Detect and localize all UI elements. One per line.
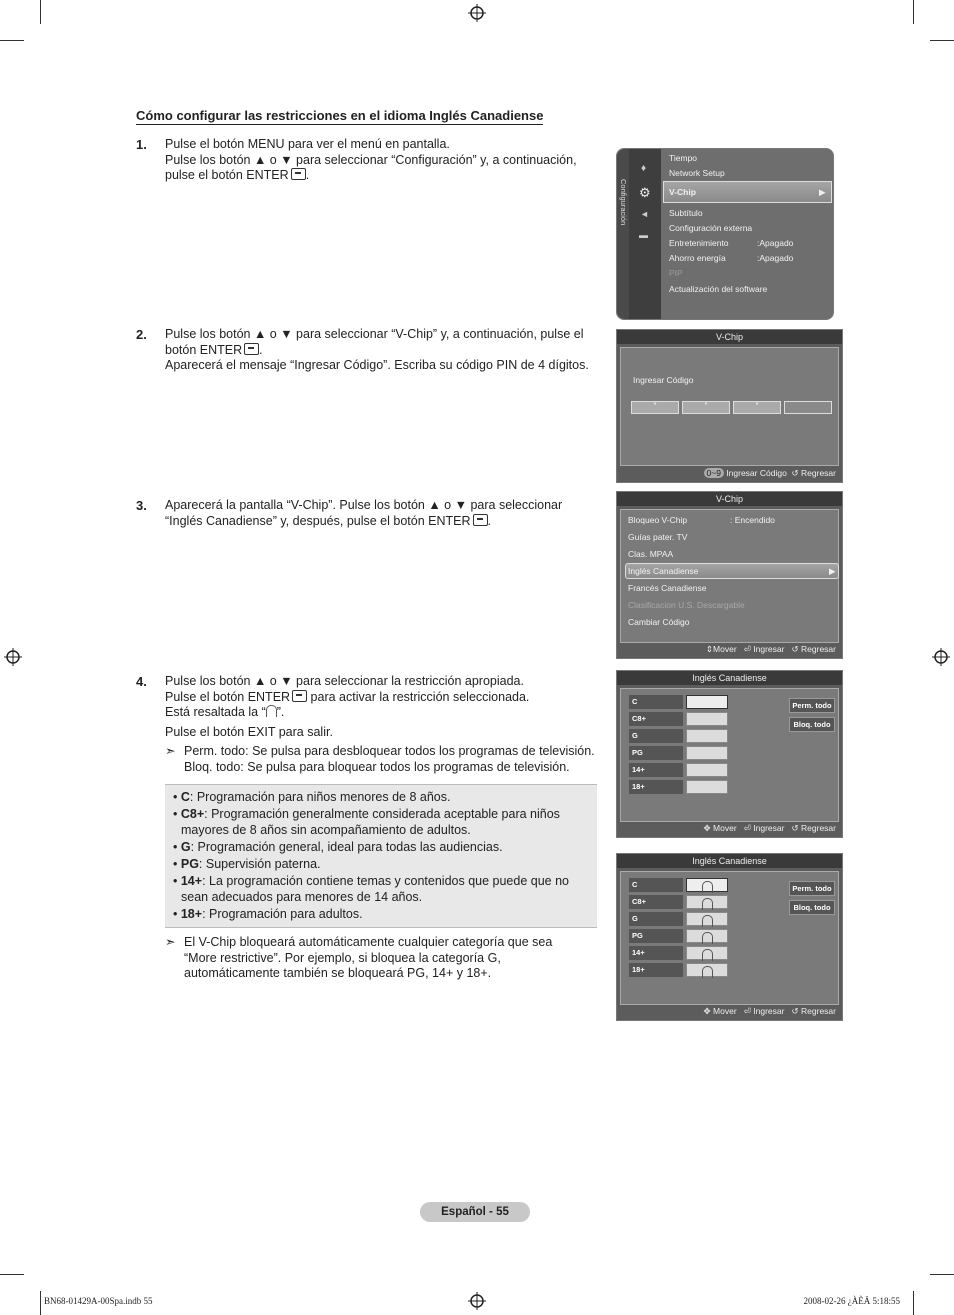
step-line: Pulse los botón ▲ o ▼ para seleccionar “Configuración” y, a continuación, <box>165 152 577 167</box>
print-footer-right: 2008-02-26 ¿ÀÈÄ 5:18:55 <box>803 1296 900 1306</box>
rating-category[interactable]: 18+ <box>629 780 683 794</box>
menu-item[interactable]: Clas. MPAA <box>628 549 674 559</box>
step-line: Está resaltada la “ <box>165 705 266 719</box>
rating-desc: : Programación general, ideal para todas las audiencias. <box>190 840 503 854</box>
rating-category[interactable]: C <box>629 878 683 892</box>
step-line: Pulse los botón ▲ o ▼ para seleccionar “V-Chip” y, a continuación, pulse el <box>165 327 584 341</box>
rating-category[interactable]: PG <box>629 746 683 760</box>
rating-lock-box[interactable] <box>686 763 728 777</box>
screen-footer <box>704 1006 836 1017</box>
step-line: Aparecerá el mensaje “Ingresar Código”. Escriba su código PIN de 4 dígitos. <box>165 358 589 372</box>
pin-digit-box[interactable]: * <box>733 401 781 414</box>
lock-icon <box>702 949 713 961</box>
rating-category[interactable]: 14+ <box>629 763 683 777</box>
enter-icon <box>473 514 488 526</box>
step-line: Bloq. todo: Se pulsa para bloquear todos los programas de televisión. <box>184 759 570 774</box>
screen-title: V-Chip <box>617 492 842 506</box>
arrow-right-icon: ▶ <box>819 187 826 197</box>
menu-item-disabled: Clasificacion U.S. Descargable <box>628 600 745 610</box>
menu-item[interactable]: Guías pater. TV <box>628 532 688 542</box>
arrow-right-icon: ▶ <box>829 566 836 576</box>
screen-panel <box>620 871 839 1005</box>
return-icon: ↺ <box>791 468 799 478</box>
screen-footer <box>704 468 836 479</box>
rating-key: 14+ <box>180 874 203 888</box>
rating-category[interactable]: 14+ <box>629 946 683 960</box>
perm-all-button[interactable]: Perm. todo <box>789 881 835 896</box>
rating-key: C8+ <box>180 807 205 821</box>
return-icon: ↺ <box>791 1006 799 1016</box>
footer-label: Regresar <box>801 823 836 833</box>
block-all-button[interactable]: Bloq. todo <box>789 717 835 732</box>
menu-item-value: :Apagado <box>757 238 794 248</box>
crop-mark <box>930 40 954 41</box>
step-line: para activar la restricción seleccionada. <box>310 689 530 704</box>
vchip-pin-screen <box>616 329 843 483</box>
menu-item[interactable]: Francés Canadiense <box>628 583 707 593</box>
lock-icon <box>702 915 713 927</box>
perm-all-button[interactable]: Perm. todo <box>789 698 835 713</box>
registration-mark-icon <box>468 1292 486 1310</box>
footer-label: Regresar <box>801 1006 836 1016</box>
menu-item[interactable]: Entretenimiento <box>669 238 729 248</box>
input-icon: ▬ <box>639 230 648 240</box>
menu-item[interactable]: Actualización del software <box>669 284 768 294</box>
lock-icon <box>702 898 713 910</box>
crop-mark <box>930 1274 954 1275</box>
arrow-bullet-icon: ➣ <box>165 744 176 758</box>
pin-digit-box[interactable]: * <box>682 401 730 414</box>
menu-side-label: Configuración <box>619 179 628 226</box>
screen-title: V-Chip <box>617 330 842 344</box>
step-line: Perm. todo: Se pulsa para desbloquear todos los programas de televisión. <box>184 744 595 758</box>
crop-mark <box>0 40 24 41</box>
rating-desc: : Programación para niños menores de 8 años. <box>189 790 451 804</box>
rating-category[interactable]: C8+ <box>629 895 683 909</box>
rating-lock-box[interactable] <box>686 729 728 743</box>
rating-key: 18+ <box>180 907 203 921</box>
note-line: automáticamente también se bloqueará PG, 14+ y 18+. <box>184 966 492 980</box>
menu-item[interactable]: Bloqueo V-Chip <box>628 515 688 525</box>
step-4-text <box>165 674 610 775</box>
rating-lock-box[interactable] <box>686 878 728 892</box>
crop-mark <box>40 0 41 24</box>
step-line: ”. <box>276 705 285 719</box>
rating-category[interactable]: C <box>629 695 683 709</box>
footer-label: Mover <box>713 1006 737 1016</box>
screen-footer <box>704 823 836 834</box>
enter-icon <box>292 690 307 702</box>
section-title: Cómo configurar las restricciones en el idioma Inglés Canadiense <box>136 108 544 123</box>
menu-item[interactable]: Tiempo <box>669 153 698 163</box>
rating-lock-box[interactable] <box>686 929 728 943</box>
footer-label: Mover <box>713 823 737 833</box>
step-line: Pulse el botón ENTER <box>165 689 291 704</box>
footer-label: Ingresar Código <box>726 468 787 478</box>
menu-item[interactable]: Cambiar Código <box>628 617 690 627</box>
rating-desc: : Supervisión paterna. <box>198 857 321 871</box>
crop-mark <box>913 1291 914 1315</box>
enter-icon <box>291 168 306 180</box>
rating-info-box: • C: Programación para niños menores de 8 años. • C8+: Programación generalmente considerada aceptable para niños mayores de 8 años sin acompañamiento de adultos. • G: Programación general, ideal para todas las audiencias. • PG: Supervisión paterna. • 14+: La programación contiene temas y contenidos que puede que no sean adecuados para menores de 14 años. • 18+: Programación para adultos. <box>165 784 597 928</box>
picture-icon: ♦ <box>641 163 647 174</box>
step-line: Pulse los botón ▲ o ▼ para seleccionar la restricción apropiada. <box>165 674 524 688</box>
pin-digit-box[interactable]: * <box>631 401 679 414</box>
step-number: 4. <box>136 674 147 689</box>
crop-mark <box>0 1274 24 1275</box>
page-number-badge: Español - 55 <box>420 1202 530 1222</box>
lock-icon <box>266 705 277 717</box>
move-icon: ✥ <box>703 1006 711 1016</box>
menu-item-selected[interactable]: Inglés Canadiense <box>628 566 699 576</box>
enter-icon: ⏎ <box>743 823 751 833</box>
rating-lock-box[interactable] <box>686 695 728 709</box>
menu-item-value: :Apagado <box>757 253 794 263</box>
step-line: Aparecerá la pantalla “V-Chip”. Pulse los botón ▲ o ▼ para seleccionar <box>165 498 563 512</box>
rating-lock-box[interactable] <box>686 912 728 926</box>
step-number: 2. <box>136 327 147 342</box>
rating-desc: : La programación contiene temas y contenidos que puede que no sean adecuados para menores de 14 años. <box>181 874 569 904</box>
menu-item-disabled: PIP <box>669 268 683 278</box>
rating-category[interactable]: PG <box>629 929 683 943</box>
rating-desc: : Programación generalmente considerada aceptable para niños mayores de 8 años sin acompañamiento de adultos. <box>181 807 560 837</box>
return-icon: ↺ <box>791 823 799 833</box>
footer-label: Ingresar <box>753 644 785 654</box>
rating-category[interactable]: C8+ <box>629 712 683 726</box>
rating-lock-box[interactable] <box>686 946 728 960</box>
step-line: Pulse el botón EXIT para salir. <box>165 724 333 739</box>
crop-mark <box>40 1291 41 1315</box>
menu-item[interactable]: Subtítulo <box>669 208 703 218</box>
rating-category[interactable]: G <box>629 912 683 926</box>
registration-mark-icon <box>468 4 486 22</box>
lock-icon <box>702 966 713 978</box>
print-footer-left: BN68-01429A-00Spa.indb 55 <box>44 1296 153 1306</box>
vchip-menu-screen <box>616 491 843 659</box>
setup-menu-screen <box>616 148 834 320</box>
menu-item-value: : Encendido <box>730 515 775 525</box>
footer-label: Mover <box>713 644 737 654</box>
footer-label: Ingresar <box>753 1006 785 1016</box>
step-line: pulse el botón ENTER <box>165 168 289 182</box>
screen-panel <box>620 688 839 822</box>
step-number: 3. <box>136 498 147 513</box>
enter-icon <box>244 343 259 355</box>
rating-lock-box[interactable] <box>686 895 728 909</box>
rating-lock-box[interactable] <box>686 780 728 794</box>
pin-digit-box-active[interactable] <box>784 401 832 414</box>
lock-icon <box>702 932 713 944</box>
note-line: El V-Chip bloqueará automáticamente cualquier categoría que sea <box>184 935 553 949</box>
step-line: botón ENTER <box>165 342 243 357</box>
lock-icon <box>702 881 713 893</box>
arrow-bullet-icon: ➣ <box>165 935 176 949</box>
channel-icon: ◄ <box>640 209 649 219</box>
bottom-note <box>165 935 624 982</box>
enter-icon: ⏎ <box>743 644 751 654</box>
step-2-text: Pulse los botón ▲ o ▼ para seleccionar “V-Chip” y, a continuación, pulse el botón ENTER . Aparecerá el mensaje “Ingresar Código”. Escriba su código PIN de 4 dígitos. <box>165 327 610 374</box>
menu-item[interactable]: Network Setup <box>669 168 725 178</box>
rating-key: C <box>180 790 190 804</box>
english-canadian-screen <box>616 670 843 838</box>
crop-mark <box>913 0 914 24</box>
menu-item-vchip[interactable]: V-Chip <box>669 187 696 197</box>
screen-footer <box>706 644 836 655</box>
enter-icon: ⏎ <box>743 1006 751 1016</box>
note-line: “More restrictive”. Por ejemplo, si bloquea la categoría G, <box>184 950 501 965</box>
return-icon: ↺ <box>791 644 799 654</box>
english-canadian-locked-screen <box>616 853 843 1021</box>
screen-title: Inglés Canadiense <box>617 671 842 685</box>
rating-lock-box[interactable] <box>686 746 728 760</box>
gear-icon: ⚙ <box>639 185 651 200</box>
step-number: 1. <box>136 137 147 152</box>
footer-label: Ingresar <box>753 823 785 833</box>
rating-desc: : Programación para adultos. <box>202 907 363 921</box>
step-1-text: Pulse el botón MENU para ver el menú en pantalla. Pulse los botón ▲ o ▼ para seleccionar “Configuración” y, a continuación, pulse el botón ENTER . <box>165 137 605 184</box>
rating-key: G <box>180 840 191 854</box>
screen-panel <box>620 509 839 643</box>
step-3-text: Aparecerá la pantalla “V-Chip”. Pulse los botón ▲ o ▼ para seleccionar “Inglés Canadiense” y, después, pulse el botón ENTER . <box>165 498 605 529</box>
footer-label: Regresar <box>801 468 836 478</box>
screen-title: Inglés Canadiense <box>617 854 842 868</box>
footer-key: 0~9 <box>704 468 724 478</box>
rating-lock-box[interactable] <box>686 963 728 977</box>
move-icon: ✥ <box>703 823 711 833</box>
registration-mark-icon <box>932 648 950 666</box>
rating-lock-box[interactable] <box>686 712 728 726</box>
rating-category[interactable]: G <box>629 729 683 743</box>
rating-category[interactable]: 18+ <box>629 963 683 977</box>
screen-panel <box>620 347 839 466</box>
step-line: Pulse el botón MENU para ver el menú en pantalla. <box>165 137 450 151</box>
rating-key: PG <box>180 857 199 871</box>
block-all-button[interactable]: Bloq. todo <box>789 900 835 915</box>
registration-mark-icon <box>4 648 22 666</box>
pin-prompt: Ingresar Código <box>633 375 694 385</box>
updown-icon: ⇕ <box>705 644 714 654</box>
menu-item[interactable]: Configuración externa <box>669 223 753 233</box>
footer-label: Regresar <box>801 644 836 654</box>
menu-item[interactable]: Ahorro energía <box>669 253 726 263</box>
step-line: “Inglés Canadiense” y, después, pulse el botón ENTER <box>165 513 471 528</box>
